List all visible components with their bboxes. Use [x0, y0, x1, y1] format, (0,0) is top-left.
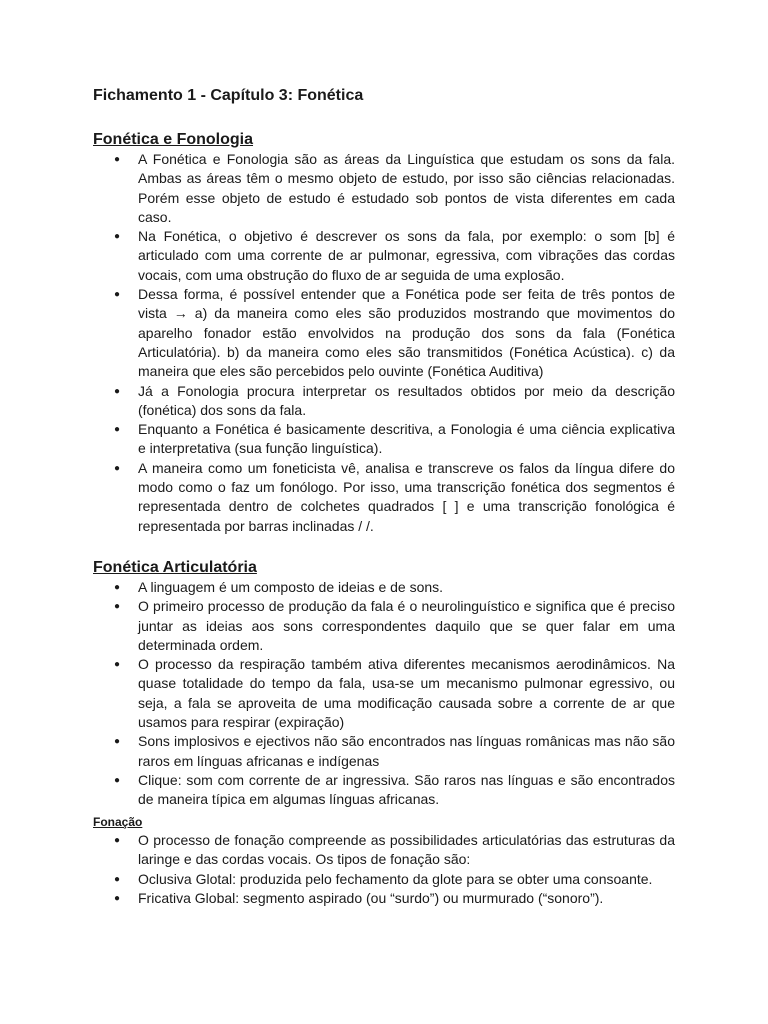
- list-item: ● Dessa forma, é possível entender que a Fonética pode ser feita de três pontos de vista → a) da maneira como eles são produzidos mostrando que movimentos do aparelho fonador estão envolvidos na produção dos sons da fala (Fonética Articulatória). b) da maneira como eles são transmitidos (Fonética Acústica). c) da maneira que eles são percebidos pelo ouvinte (Fonética Auditiva): [93, 285, 675, 381]
- list-item: ● O processo da respiração também ativa diferentes mecanismos aerodinâmicos. Na quase totalidade do tempo da fala, usa-se um mecanismo pulmonar egressivo, ou seja, a fala se aproveita de uma modificação causada sobre a corrente de ar que usamos para respirar (expiração): [93, 655, 675, 732]
- list-item: ● A linguagem é um composto de ideias e de sons.: [93, 578, 675, 597]
- list-item: ● Na Fonética, o objetivo é descrever os sons da fala, por exemplo: o som [b] é articulado com uma corrente de ar pulmonar, egressiva, com vibrações das cordas vocais, com uma obstrução do fluxo de ar seguida de uma explosão.: [93, 227, 675, 285]
- list-item: ● A Fonética e Fonologia são as áreas da Linguística que estudam os sons da fala. Ambas as áreas têm o mesmo objeto de estudo, por isso são ciências relacionadas. Porém esse objeto de estudo é estudado sob pontos de vista diferentes em cada caso.: [93, 150, 675, 227]
- list-item: ● Oclusiva Glotal: produzida pelo fechamento da glote para se obter uma consoante.: [93, 870, 675, 889]
- subsection-heading: Fonação: [93, 815, 143, 829]
- list-item: ● Enquanto a Fonética é basicamente descritiva, a Fonologia é uma ciência explicativa e interpretativa (sua função linguística).: [93, 420, 675, 459]
- list-item: ● A maneira como um foneticista vê, analisa e transcreve os falos da língua difere do modo como o faz um fonólogo. Por isso, uma transcrição fonética dos segmentos é representada dentro de colchetes quadrados [ ] e uma transcrição fonológica é representada por barras inclinadas / /.: [93, 459, 675, 536]
- list-item: ● Clique: som com corrente de ar ingressiva. São raros nas línguas e são encontrados de maneira típica em algumas línguas africanas.: [93, 771, 675, 810]
- document-title: Fichamento 1 - Capítulo 3: Fonética: [93, 87, 364, 104]
- list-item: ● Fricativa Global: segmento aspirado (ou “surdo”) ou murmurado (“sonoro”).: [93, 889, 675, 908]
- bullet-list: [93, 150, 675, 536]
- section-heading: Fonética e Fonologia: [93, 131, 254, 148]
- list-item: ● Já a Fonologia procura interpretar os resultados obtidos por meio da descrição (fonética) dos sons da fala.: [93, 382, 675, 421]
- bullet-list: [93, 578, 675, 810]
- bullet-list: [93, 831, 675, 908]
- list-item: ● Sons implosivos e ejectivos não são encontrados nas línguas românicas mas não são raros em línguas africanas e indígenas: [93, 732, 675, 771]
- list-item: ● O primeiro processo de produção da fala é o neurolinguístico e significa que é preciso juntar as ideias aos sons correspondentes daquilo que se quer falar em uma determinada ordem.: [93, 597, 675, 655]
- section-fonacao: [93, 813, 675, 908]
- section-heading: Fonética Articulatória: [93, 559, 257, 576]
- section-fonetica-articulatoria: [93, 558, 675, 810]
- section-fonetica-fonologia: [93, 130, 675, 536]
- list-item: ● O processo de fonação compreende as possibilidades articulatórias das estruturas da laringe e das cordas vocais. Os tipos de fonação são:: [93, 831, 675, 870]
